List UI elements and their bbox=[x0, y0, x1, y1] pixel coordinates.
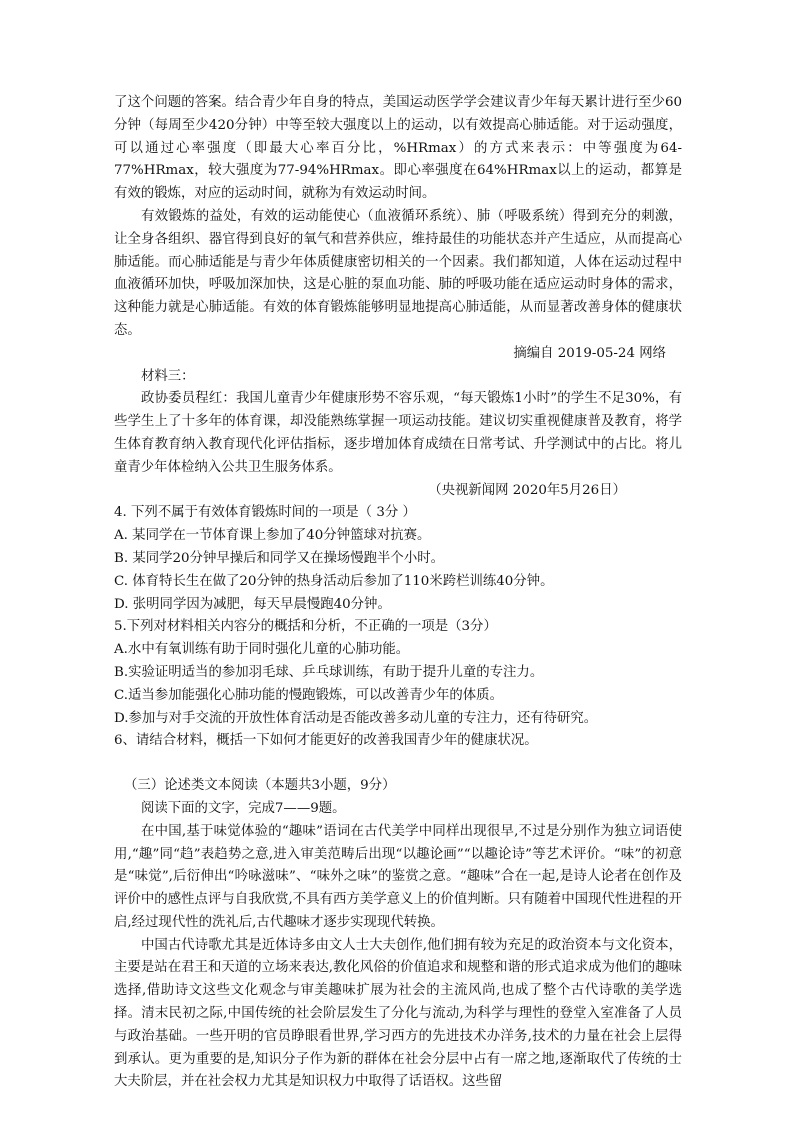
material3-paragraph: 政协委员程红：我国儿童青少年健康形势不容乐观，“每天锻炼1小时”的学生不足30%，有些学生上了十多年的体育课，却没能熟练掌握一项运动技能。建议切实重视健康普及教育，将学生体育教育纳入教育现代化评估指标，逐步增加体育成绩在日常考试、升学测试中的占比。将儿童青少年体检纳入公共卫生服务体系。 bbox=[114, 391, 682, 475]
material2-paragraph-2: 有效锻炼的益处，有效的运动能使心（血液循环系统）、肺（呼吸系统）得到充分的刺激，让全身各组织、器官得到良好的氧气和营养供应，维持最佳的功能状态并产生适应，从而提高心肺适能。而心肺适能是与青少年体质健康密切相关的一个因素。我们都知道，人体在运动过程中血液循环加快，呼吸加深加快，这是心脏的泵血功能、肺的呼吸功能在适应运动时身体的需求，这种能力就是心肺适能。有效的体育锻炼能够明显地提高心肺适能，从而显著改善身体的健康状态。 bbox=[114, 208, 682, 338]
section3-instruction: 阅读下面的文字，完成7——9题。 bbox=[141, 800, 346, 816]
material3-heading: 材料三： bbox=[141, 368, 195, 384]
question-5-option-c: C.适当参加能强化心肺功能的慢跑锻炼，可以改善青少年的体质。 bbox=[114, 687, 503, 703]
section3-paragraph-2: 中国古代诗歌尤其是近体诗多由文人士大夫创作,他们拥有较为充足的政治资本与文化资本，主要是站在君王和天道的立场来表达,教化风俗的价值追求和规整和谐的形式追求成为他们的趣味选择,借助诗文这些文化观念与审美趣味扩展为社会的主流风尚,也成了整个古代诗歌的美学选择。清末民初之际,中国传统的社会阶层发生了分化与流动,为科学与理性的登堂入室准备了人员与政治基础。一些开明的官员睁眼看世界,学习西方的先进技术办洋务,技术的力量在社会上层得到承认。更为重要的是,知识分子作为新的群体在社会分层中占有一席之地,逐渐取代了传统的士大夫阶层，并在社会权力尤其是知识权力中取得了话语权。这些留 bbox=[114, 937, 682, 1090]
question-5-option-b: B.实验证明适当的参加羽毛球、乒乓球训练，有助于提升儿童的专注力。 bbox=[114, 664, 544, 680]
question-5: 5.下列对材料相关内容分的概括和分析，不正确的一项是（3分） bbox=[114, 619, 497, 635]
question-4-option-d: D. 张明同学因为减肥，每天早晨慢跑40分钟。 bbox=[114, 596, 391, 612]
question-4-option-a: A. 某同学在一节体育课上参加了40分钟篮球对抗赛。 bbox=[114, 528, 431, 544]
question-4-option-b: B. 某同学20分钟早操后和同学又在操场慢跑半个小时。 bbox=[114, 550, 444, 566]
section3-heading: （三）论述类文本阅读（本题共3小题，9分） bbox=[124, 778, 396, 794]
question-4: 4. 下列不属于有效体育锻炼时间的一项是（ 3分 ） bbox=[114, 505, 416, 521]
material3-source: （央视新闻网 2020年5月26日） bbox=[428, 482, 626, 498]
section3-paragraph-1: 在中国,基于味觉体验的“趣味”语词在古代美学中同样出现很早,不过是分别作为独立词语使用,“趣”同“趋”表趋势之意,进入审美范畴后出现“以趣论画”“以趣论诗”等艺术评价。“味”的初意是“味觉”,后衍伸出“吟咏滋味”、“味外之味”的鉴赏之意。“趣味”合在一起,是诗人论者在创作及评价中的感性点评与自我欣赏,不具有西方美学意义上的价值判断。只有随着中国现代性进程的开启,经过现代性的洗礼后,古代趣味才逐步实现现代转换。 bbox=[114, 823, 682, 930]
material2-paragraph-1: 了这个问题的答案。结合青少年自身的特点，美国运动医学学会建议青少年每天累计进行至少60分钟（每周至少420分钟）中等至较大强度以上的运动，以有效提高心肺适能。对于运动强度，可以通过心率强度（即最大心率百分比，%HRmax）的方式来表示：中等强度为64-77%HRmax，较大强度为77-94%HRmax。即心率强度在64%HRmax以上的运动，都算是有效的锻炼，对应的运动时间，就称为有效运动时间。 bbox=[114, 95, 682, 202]
question-5-option-d: D.参加与对手交流的开放性体育活动是否能改善多动儿童的专注力，还有待研究。 bbox=[114, 710, 598, 726]
page-content bbox=[114, 92, 682, 1094]
material2-source: 摘编自 2019-05-24 网络 bbox=[513, 345, 666, 361]
question-5-option-a: A.水中有氧训练有助于同时强化儿童的心肺功能。 bbox=[114, 642, 410, 658]
question-6: 6、请结合材料，概括一下如何才能更好的改善我国青少年的健康状况。 bbox=[114, 733, 538, 749]
question-4-option-c: C. 体育特长生在做了20分钟的热身活动后参加了110米跨栏训练40分钟。 bbox=[114, 573, 554, 589]
